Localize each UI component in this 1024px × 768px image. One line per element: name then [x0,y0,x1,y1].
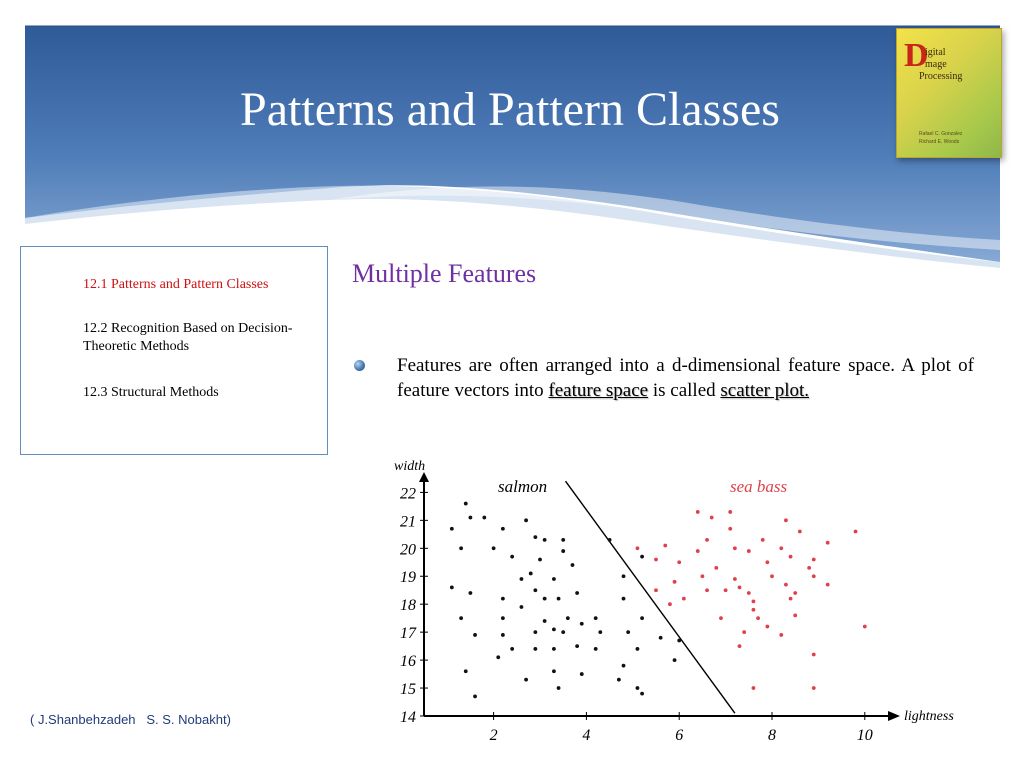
sea-bass-point [793,613,797,617]
sea-bass-point [812,653,816,657]
salmon-point [501,633,505,637]
salmon-point [557,686,561,690]
toc-panel [20,246,328,455]
y-axis-label: width [394,459,426,474]
salmon-point [677,639,681,643]
sea-bass-point [854,530,858,534]
x-tick-label: 6 [675,727,684,744]
salmon-point [622,574,626,578]
sea-bass-point [636,546,640,550]
bullet-text [397,353,974,403]
sea-bass-point [789,555,793,559]
x-tick-label: 10 [856,727,873,744]
decision-boundary-line [566,481,735,713]
series-label: salmon [498,477,548,496]
salmon-point [552,577,556,581]
sea-bass-point [705,538,709,542]
salmon-point [552,669,556,673]
term-feature-space: feature space [548,380,649,401]
salmon-point [561,549,565,553]
salmon-point [450,527,454,531]
salmon-point [636,647,640,651]
sea-bass-point [724,588,728,592]
book-title-line-1: igital [925,47,946,58]
series-label: sea bass [730,477,788,496]
salmon-point [659,636,663,640]
section-subtitle: Multiple Features [352,259,537,288]
sea-bass-point [747,549,751,553]
sea-bass-point [752,608,756,612]
book-title-line-3: Processing [919,71,963,82]
bullet-text-part-1: Features are often arranged into a d-dimensional feature space. A plot of feature vectors into [397,355,974,401]
sea-bass-point [798,530,802,534]
sea-bass-point [784,518,788,522]
salmon-point [626,630,630,634]
y-tick-label: 15 [400,681,416,699]
credit-text: ( J.Shanbehzadeh S. S. Nobakht) [30,712,231,727]
salmon-point [464,669,468,673]
salmon-point [533,630,537,634]
salmon-point [552,627,556,631]
salmon-point [469,591,473,595]
sea-bass-point [812,574,816,578]
sea-bass-point [719,616,723,620]
salmon-point [594,616,598,620]
sea-bass-point [738,586,742,590]
salmon-point [622,664,626,668]
salmon-point [575,644,579,648]
toc-item-12-2[interactable]: 12.2 Recognition Based on Decision-Theoretic Methods [83,321,293,354]
salmon-point [552,647,556,651]
sea-bass-point [752,686,756,690]
x-tick-label: 8 [768,727,776,744]
sea-bass-point [761,538,765,542]
salmon-point [533,647,537,651]
sea-bass-point [728,510,732,514]
salmon-point [496,655,500,659]
sea-bass-point [733,577,737,581]
sea-bass-point [793,591,797,595]
salmon-point [473,633,477,637]
sea-bass-point [654,558,658,562]
sea-bass-point [812,686,816,690]
sea-bass-point [673,580,677,584]
salmon-point [640,555,644,559]
sea-bass-point [668,602,672,606]
salmon-point [482,516,486,520]
y-tick-label: 20 [400,541,416,559]
salmon-point [459,616,463,620]
salmon-point [617,678,621,682]
salmon-point [571,563,575,567]
sea-bass-point [789,597,793,601]
salmon-point [557,597,561,601]
salmon-point [580,672,584,676]
salmon-point [510,555,514,559]
sea-bass-point [654,588,658,592]
salmon-point [524,678,528,682]
sea-bass-point [747,591,751,595]
sea-bass-point [705,588,709,592]
sea-bass-point [663,544,667,548]
salmon-point [598,630,602,634]
y-tick-label: 22 [400,485,416,503]
y-tick-label: 14 [400,709,416,726]
salmon-point [673,658,677,662]
y-tick-label: 18 [400,597,416,615]
y-tick-label: 19 [400,569,416,587]
sea-bass-point [826,541,830,545]
salmon-point [501,597,505,601]
salmon-point [520,577,524,581]
salmon-point [640,616,644,620]
salmon-point [529,572,533,576]
book-cover-image [896,28,1002,158]
salmon-point [520,605,524,609]
salmon-point [580,622,584,626]
salmon-point [469,516,473,520]
sea-bass-point [682,597,686,601]
scatter-plot-chart [380,450,980,750]
sea-bass-point [696,510,700,514]
slide-title: Patterns and Pattern Classes [240,83,780,136]
salmon-point [566,616,570,620]
salmon-point [561,630,565,634]
term-scatter-plot: scatter plot. [720,380,810,401]
sea-bass-point [770,574,774,578]
salmon-point [640,692,644,696]
book-title-line-2: mage [925,59,947,70]
salmon-point [533,588,537,592]
sea-bass-point [765,560,769,564]
x-tick-label: 2 [489,727,498,744]
salmon-point [492,546,496,550]
x-axis-label: lightness [904,709,954,724]
salmon-point [501,527,505,531]
salmon-point [543,597,547,601]
book-author-2: Richard E. Woods [919,139,960,145]
sea-bass-point [779,546,783,550]
salmon-point [464,502,468,506]
x-tick-label: 4 [582,727,591,744]
salmon-point [636,686,640,690]
book-big-letter: D [904,37,929,74]
salmon-point [543,538,547,542]
salmon-point [622,597,626,601]
x-axis-arrow [888,711,900,721]
book-author-1: Rafael C. Gonzalez [919,131,963,137]
sea-bass-point [812,558,816,562]
sea-bass-point [701,574,705,578]
salmon-point [538,558,542,562]
salmon-point [533,535,537,539]
salmon-point [543,619,547,623]
salmon-point [473,695,477,699]
sea-bass-point [677,560,681,564]
bullet-text-part-2: is called [648,380,721,401]
sea-bass-point [826,583,830,587]
sea-bass-point [742,630,746,634]
sea-bass-point [756,616,760,620]
sea-bass-point [696,549,700,553]
sea-bass-point [728,527,732,531]
sea-bass-point [710,516,714,520]
salmon-point [459,546,463,550]
salmon-point [594,647,598,651]
salmon-point [608,538,612,542]
sea-bass-point [807,566,811,570]
salmon-point [450,586,454,590]
salmon-point [524,518,528,522]
toc-item-12-3[interactable]: 12.3 Structural Methods [83,385,219,400]
salmon-point [561,538,565,542]
sea-bass-point [752,599,756,603]
bullet-icon [354,360,365,371]
sea-bass-point [733,546,737,550]
sea-bass-point [779,633,783,637]
salmon-point [575,591,579,595]
y-tick-label: 16 [400,653,416,671]
y-tick-label: 21 [400,513,416,531]
toc-item-12-1[interactable]: 12.1 Patterns and Pattern Classes [83,277,269,292]
salmon-point [501,616,505,620]
sea-bass-point [738,644,742,648]
sea-bass-point [765,625,769,629]
y-tick-label: 17 [400,625,416,643]
salmon-point [510,647,514,651]
sea-bass-point [863,625,867,629]
sea-bass-point [714,566,718,570]
sea-bass-point [784,583,788,587]
